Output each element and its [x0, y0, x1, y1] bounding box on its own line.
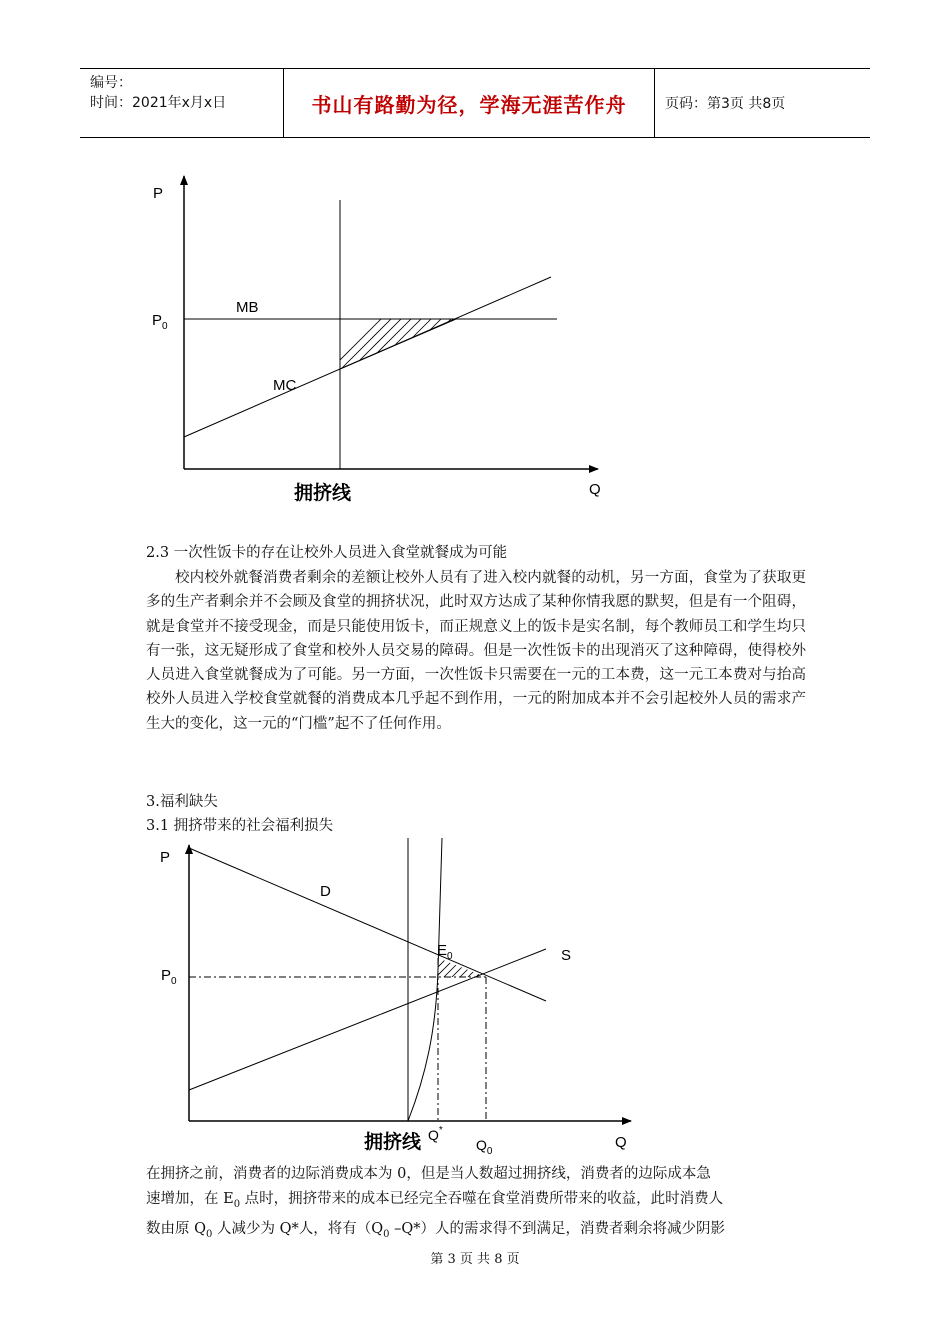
closing-line-1: 在拥挤之前，消费者的边际消费成本为 0，但是当人数超过拥挤线，消费者的边际成本急 [146, 1166, 711, 1182]
f1-mc-label: MC [273, 377, 297, 394]
section-3-1-title: 3.1 拥挤带来的社会福利损失 [146, 818, 334, 834]
page-footer: 第 3 页 共 8 页 [430, 1252, 520, 1267]
header-page-number: 页码：第3页 共8页 [665, 96, 786, 112]
f2-d-label: D [320, 883, 331, 900]
f2-e0-label: $E_0$ [437, 942, 453, 962]
header-number: 编号： [90, 75, 132, 91]
header-time: 时间：2021年x月x日 [90, 95, 227, 111]
f2-q0-label: $Q_0$ [476, 1137, 493, 1157]
section-3-title: 3.福利缺失 [146, 794, 218, 810]
f1-crowd-line-label: 拥挤线 [294, 483, 352, 504]
f2-q-label: Q [615, 1134, 627, 1151]
f1-p-label: P [153, 185, 164, 202]
f2-p-label: P [160, 849, 171, 866]
f1-mb-label: MB [236, 299, 259, 316]
f1-q-label: Q [589, 481, 601, 498]
header-motto: 书山有路勤为径，学海无涯苦作舟 [283, 69, 655, 137]
f2-crowd-line-label: 拥挤线 [364, 1132, 422, 1153]
figure-mb-mc-chart [0, 0, 950, 520]
section-2-3-paragraph: 校内校外就餐消费者剩余的差额让校外人员有了进入校内就餐的动机，另一方面，食堂为了获取更多的生产者剩余并不会顾及食堂的拥挤状况，此时双方达成了某种你情我愿的默契，但是有一个阻碍，就是食堂并不接受现金，而是只能使用饭卡，而正规意义上的饭卡是实名制，每个教师员工和学生均只有一张，这无疑形成了食堂和校外人员交易的障碍。但是一次性饭卡的出现消灭了这种障碍，使得校外人员进入食堂就餐成为了可能。另一方面，一次性饭卡只需要在一元的工本费，这一元工本费对与抬高校外人员进入学校食堂就餐的消费成本几乎起不到作用，一元的附加成本并不会引起校外人员的需求产生大的变化，这一元的“门槛”起不了任何作用。 [146, 570, 806, 732]
section-2-3-title: 2.3 一次性饭卡的存在让校外人员进入食堂就餐成为可能 [146, 545, 508, 561]
closing-line-2: 速增加，在 $E_0$ 点时，拥挤带来的成本已经完全吞噬在食堂消费所带来的收益，此时消费人 [146, 1190, 724, 1210]
f2-s-label: S [561, 947, 572, 964]
f2-marginal-cost-curve [408, 838, 442, 1121]
f2-demand-line [189, 848, 546, 1001]
f2-qstar-label: Q* [428, 1125, 443, 1143]
closing-line-3: 数由原 $Q_0$ 人减少为 Q*人，将有（$Q_0$ –Q*）人的需求得不到满足，消费者剩余将减少阴影 [146, 1221, 725, 1241]
closing-paragraph [146, 1162, 826, 1248]
f2-p0-label: $P_0$ [161, 967, 177, 987]
f1-p0-label: $P_0$ [152, 312, 168, 332]
f2-supply-line [189, 949, 546, 1090]
figure-crowding-welfare-chart [0, 830, 950, 1160]
f1-surplus-shading [300, 310, 510, 400]
